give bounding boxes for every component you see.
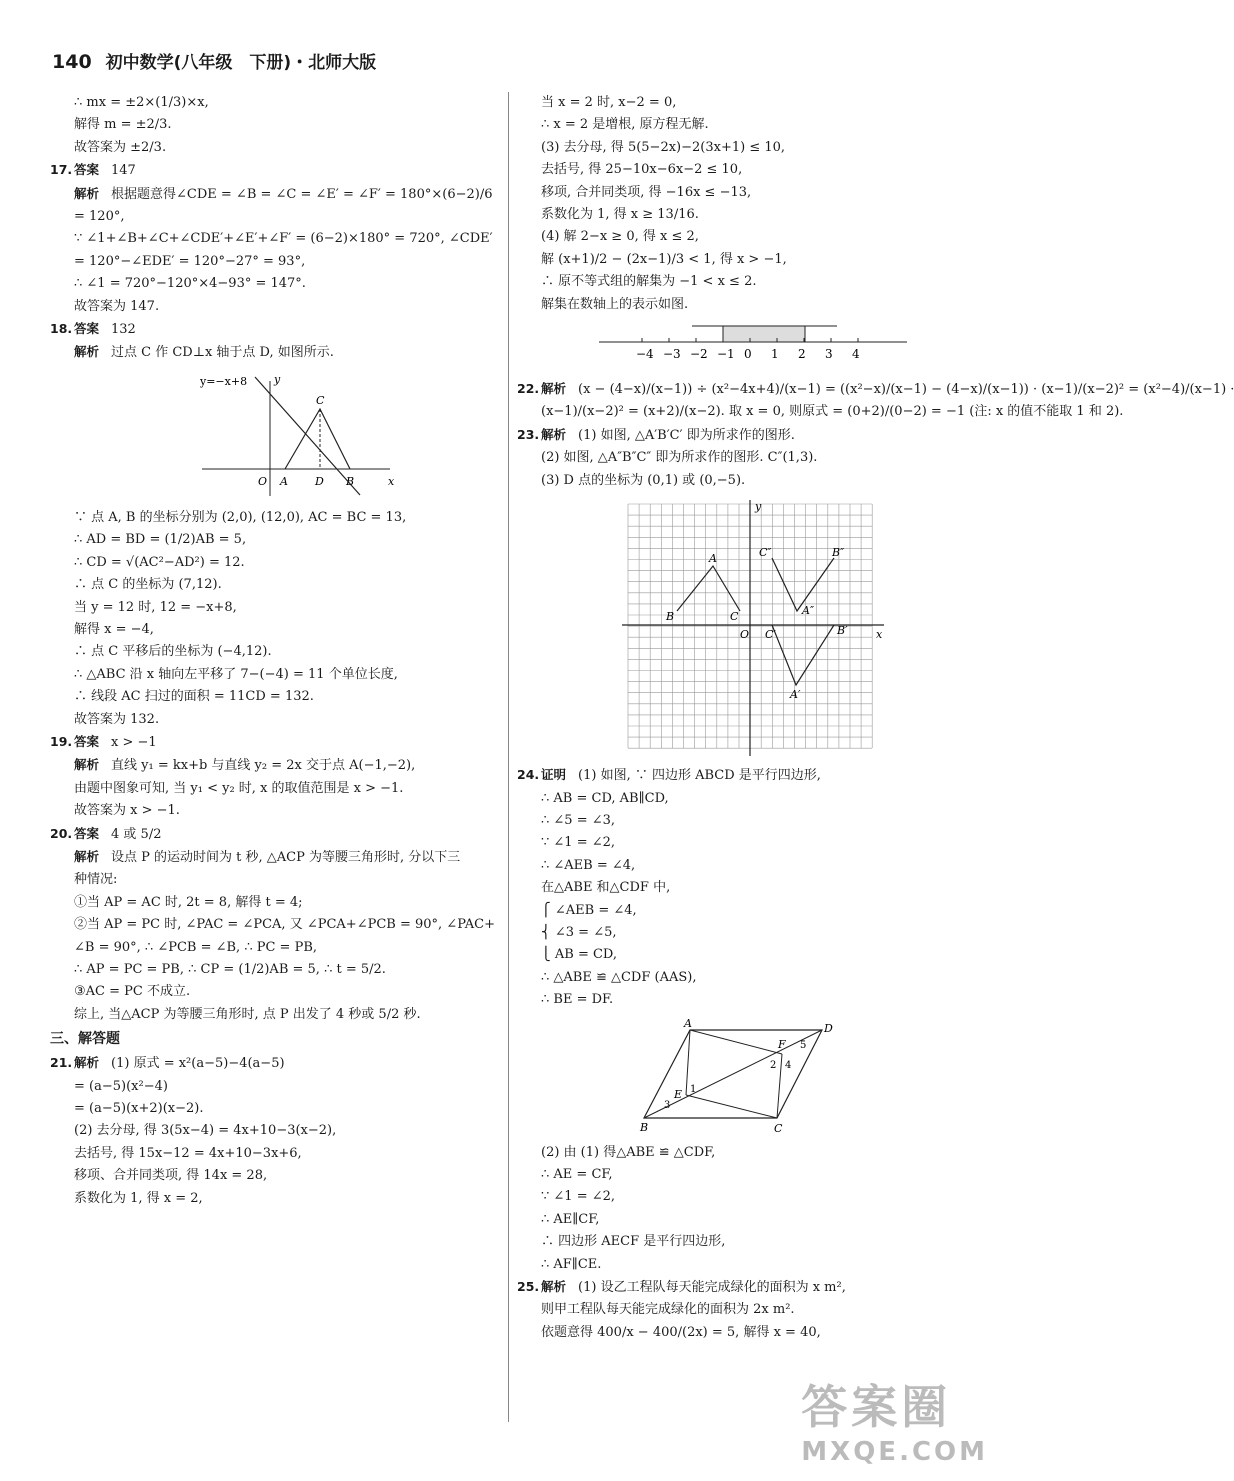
watermark-logo-text: 答案圈 bbox=[801, 1380, 952, 1434]
solution-line: ∴ AD = BD = (1/2)AB = 5, bbox=[74, 532, 247, 548]
page-header bbox=[52, 48, 376, 73]
line-y-eq-neg-x-plus-8 bbox=[255, 377, 360, 495]
solution-interval bbox=[723, 326, 805, 342]
angle-5: 5 bbox=[800, 1039, 807, 1051]
label-a: A bbox=[280, 474, 288, 488]
solution-line: ∴ 原不等式组的解集为 −1 < x ≤ 2. bbox=[541, 274, 757, 290]
tick-label: −3 bbox=[663, 347, 681, 362]
answer-text: 过点 C 作 CD⊥x 轴于点 D, 如图所示. bbox=[111, 345, 334, 361]
solution-line: ∴ 四边形 AECF 是平行四边形, bbox=[541, 1234, 726, 1250]
solution-line: ∵ 点 A, B 的坐标分别为 (2,0), (12,0), AC = BC = 13, bbox=[74, 509, 407, 525]
label-b: B bbox=[640, 1120, 649, 1134]
question-number: 25. bbox=[517, 1279, 540, 1294]
solution-line: (2) 如图, △A″B″C″ 即为所求作的图形. C″(1,3). bbox=[541, 450, 818, 466]
solution-line: = (a−5)(x+2)(x−2). bbox=[74, 1101, 204, 1117]
label-c: C bbox=[774, 1121, 783, 1135]
answer-label: 解析 bbox=[541, 426, 567, 442]
label-c: C bbox=[730, 610, 739, 624]
solution-line: ∴ AE = CF, bbox=[541, 1166, 613, 1182]
solution-line: 故答案为 ±2/3. bbox=[74, 139, 167, 155]
solution-line: ∴ 点 C 的坐标为 (7,12). bbox=[74, 577, 222, 593]
column-divider bbox=[508, 92, 509, 1422]
solution-line: ∵ ∠1 = ∠2, bbox=[541, 1189, 616, 1205]
label-o: O bbox=[258, 474, 268, 488]
label-x: x bbox=[876, 628, 883, 642]
solution-line: ∴ mx = ±2×(1/3)×x, bbox=[74, 95, 209, 110]
label-f: F bbox=[778, 1037, 786, 1051]
book-title: 初中数学(八年级 下册)・北师大版 bbox=[105, 53, 377, 73]
question-number: 24. bbox=[517, 767, 540, 783]
figure-18-graph bbox=[200, 371, 420, 501]
solution-line: ∴ AE∥CF, bbox=[541, 1211, 600, 1227]
label-e: E bbox=[674, 1087, 683, 1101]
triangle-abc bbox=[677, 566, 740, 611]
solution-line: 解得 m = ±2/3. bbox=[74, 117, 172, 133]
label-x: x bbox=[388, 474, 395, 488]
answer-head-line bbox=[517, 764, 967, 787]
answer-label: 答案 bbox=[74, 825, 100, 841]
angle-1: 1 bbox=[690, 1083, 697, 1095]
label-a: A bbox=[684, 1016, 692, 1030]
solution-line: 去括号, 得 25−10x−6x−2 ≤ 10, bbox=[541, 162, 743, 178]
solution-line: ∵ ∠1+∠B+∠C+∠CDE′+∠E′+∠F′ = (6−2)×180° = 720°, ∠CDE′ bbox=[74, 231, 493, 247]
answer-head-line bbox=[50, 318, 498, 341]
label-d: D bbox=[824, 1021, 833, 1035]
question-number: 18. bbox=[50, 321, 73, 337]
solution-line: = 120°, bbox=[74, 209, 125, 225]
label-a1: A′ bbox=[790, 688, 801, 702]
label-d: D bbox=[315, 474, 324, 488]
solution-line: ∴ BE = DF. bbox=[541, 992, 614, 1008]
solution-line: 解 (x+1)/2 − (2x−1)/3 < 1, 得 x > −1, bbox=[541, 251, 787, 267]
solution-line: ⎩ AB = CD, bbox=[541, 947, 618, 963]
solution-line: 故答案为 132. bbox=[74, 711, 160, 727]
solution-line: = 120°−∠EDE′ = 120°−27° = 93°, bbox=[74, 253, 306, 269]
question-number: 19. bbox=[50, 733, 73, 749]
answer-text: 147 bbox=[111, 163, 136, 179]
solution-line: 去括号, 得 15x−12 = 4x+10−3x+6, bbox=[74, 1145, 302, 1161]
tick-label: −2 bbox=[690, 347, 708, 362]
question-number: 17. bbox=[50, 162, 73, 178]
question-number: 22. bbox=[517, 381, 540, 397]
solution-line: 在△ABE 和△CDF 中, bbox=[541, 880, 671, 896]
solution-line: 综上, 当△ACP 为等腰三角形时, 点 P 出发了 4 秒或 5/2 秒. bbox=[74, 1006, 421, 1022]
solution-line: 则甲工程队每天能完成绿化的面积为 2x m². bbox=[541, 1302, 795, 1318]
answer-head-line bbox=[50, 159, 498, 182]
tick-label: 2 bbox=[798, 347, 806, 362]
answer-head-line bbox=[50, 731, 498, 754]
answer-text: (1) 原式 = x²(a−5)−4(a−5) bbox=[111, 1056, 285, 1072]
solution-line: ⎧ ∠AEB = ∠4, bbox=[541, 902, 637, 918]
solution-line: ∴ AF∥CE. bbox=[541, 1256, 602, 1272]
solution-line: ∴ AB = CD, AB∥CD, bbox=[541, 790, 669, 806]
section-heading: 三、解答题 bbox=[50, 1031, 120, 1048]
answer-text: 直线 y₁ = kx+b 与直线 y₂ = 2x 交于点 A(−1,−2), bbox=[111, 758, 416, 774]
angle-2: 2 bbox=[770, 1059, 777, 1071]
tick-label: 4 bbox=[852, 347, 860, 362]
solution-line: ∴ ∠1 = 720°−120°×4−93° = 147°. bbox=[74, 276, 306, 292]
segment-af bbox=[690, 1030, 782, 1054]
segment-ce bbox=[686, 1095, 777, 1118]
solution-line: (4) 解 2−x ≥ 0, 得 x ≤ 2, bbox=[541, 229, 699, 245]
answer-head-line bbox=[50, 183, 498, 206]
answer-text: (1) 如图, △A′B′C′ 即为所求作的图形. bbox=[578, 427, 795, 443]
label-a2: A″ bbox=[802, 604, 815, 618]
solution-line: ∴ ∠AEB = ∠4, bbox=[541, 857, 636, 873]
label-y: y bbox=[755, 500, 762, 514]
angle-4: 4 bbox=[785, 1059, 792, 1071]
solution-line: ∴ x = 2 是增根, 原方程无解. bbox=[541, 117, 709, 133]
answer-label: 解析 bbox=[74, 344, 100, 360]
solution-line: (3) D 点的坐标为 (0,1) 或 (0,−5). bbox=[541, 472, 746, 488]
solution-line: 由题中图象可知, 当 y₁ < y₂ 时, x 的取值范围是 x > −1. bbox=[74, 780, 404, 796]
tick-label: −1 bbox=[717, 347, 735, 362]
solution-line: ∵ ∠1 = ∠2, bbox=[541, 835, 616, 851]
label-b1: B′ bbox=[837, 624, 848, 638]
answer-label: 解析 bbox=[541, 381, 567, 397]
solution-line: 种情况: bbox=[74, 872, 118, 888]
tick-label: 1 bbox=[771, 347, 779, 362]
solution-line: ∴ AP = PC = PB, ∴ CP = (1/2)AB = 5, ∴ t = 5/2. bbox=[74, 962, 386, 977]
tick-label: −4 bbox=[636, 347, 654, 362]
left-column bbox=[50, 92, 498, 1210]
answer-head-line bbox=[50, 823, 498, 846]
solution-line: 故答案为 x > −1. bbox=[74, 803, 180, 819]
answer-text: (x − (4−x)/(x−1)) ÷ (x²−4x+4)/(x−1) = ((x²−x)/(x−1) − (4−x)/(x−1)) · (x−1)/(x−2)² = (x²−4)/(x−1) · bbox=[578, 382, 1234, 398]
diagonal-bd bbox=[644, 1030, 822, 1118]
triangle-abc bbox=[285, 409, 350, 469]
answer-text: 4 或 5/2 bbox=[111, 826, 162, 842]
tick-label: 3 bbox=[825, 347, 833, 362]
page-number: 140 bbox=[52, 51, 92, 73]
answer-label: 答案 bbox=[74, 162, 100, 178]
solution-line: ∴ 线段 AC 扫过的面积 = 11CD = 132. bbox=[74, 689, 314, 705]
answer-head-line bbox=[517, 1276, 967, 1299]
solution-line: 当 x = 2 时, x−2 = 0, bbox=[541, 95, 677, 110]
question-number: 21. bbox=[50, 1055, 73, 1071]
solution-line: ∴ CD = √(AC²−AD²) = 12. bbox=[74, 554, 245, 570]
answer-label: 解析 bbox=[74, 185, 100, 201]
solution-line: 依题意得 400/x − 400/(2x) = 5, 解得 x = 40, bbox=[541, 1324, 821, 1340]
answer-text: 设点 P 的运动时间为 t 秒, △ACP 为等腰三角形时, 分以下三 bbox=[111, 849, 461, 865]
answer-label: 解析 bbox=[74, 848, 100, 864]
answer-label: 解析 bbox=[74, 1055, 100, 1071]
solution-line: 当 y = 12 时, 12 = −x+8, bbox=[74, 599, 237, 615]
answer-head-line bbox=[50, 1052, 498, 1075]
answer-label: 证明 bbox=[541, 767, 567, 783]
solution-line: ∴ △ABE ≌ △CDF (AAS), bbox=[541, 969, 697, 985]
solution-line: ∠B = 90°, ∴ ∠PCB = ∠B, ∴ PC = PB, bbox=[74, 939, 318, 955]
answer-head-line bbox=[50, 341, 498, 364]
label-line: y=−x+8 bbox=[200, 374, 248, 388]
answer-label: 答案 bbox=[74, 321, 100, 337]
solution-line: (3) 去分母, 得 5(5−2x)−2(3x+1) ≤ 10, bbox=[541, 139, 786, 155]
watermark bbox=[801, 1371, 988, 1467]
answer-label: 答案 bbox=[74, 733, 100, 749]
answer-head-line bbox=[50, 754, 498, 777]
answer-head-line bbox=[517, 424, 967, 447]
solution-line: 系数化为 1, 得 x ≥ 13/16. bbox=[541, 207, 699, 223]
solution-line: ①当 AP = AC 时, 2t = 8, 解得 t = 4; bbox=[74, 894, 303, 910]
solution-line: ∴ 点 C 平移后的坐标为 (−4,12). bbox=[74, 644, 272, 660]
triangle-a1b1c1 bbox=[772, 625, 834, 685]
answer-text: 根据题意得∠CDE = ∠B = ∠C = ∠E′ = ∠F′ = 180°×(6−2)/6 bbox=[111, 186, 493, 202]
question-number: 20. bbox=[50, 825, 73, 841]
answer-text: x > −1 bbox=[111, 734, 157, 750]
solution-line: 移项, 合并同类项, 得 −16x ≤ −13, bbox=[541, 184, 752, 200]
number-line bbox=[597, 322, 927, 372]
solution-line: ⎨ ∠3 = ∠5, bbox=[541, 924, 617, 940]
solution-line: (x−1)/(x−2)² = (x+2)/(x−2). 取 x = 0, 则原式 = (0+2)/(0−2) = −1 (注: x 的值不能取 1 和 2). bbox=[541, 404, 1124, 420]
label-c1: C′ bbox=[765, 628, 776, 642]
figure-24-parallelogram bbox=[642, 1018, 842, 1136]
solution-line: 解集在数轴上的表示如图. bbox=[541, 296, 689, 312]
label-o: O bbox=[740, 628, 750, 642]
solution-line: ∴ △ABC 沿 x 轴向左平移了 7−(−4) = 11 个单位长度, bbox=[74, 666, 398, 682]
solution-line: ∴ ∠5 = ∠3, bbox=[541, 812, 616, 828]
solution-line: 移项、合并同类项, 得 14x = 28, bbox=[74, 1168, 268, 1184]
label-a: A bbox=[709, 552, 717, 566]
solution-line: = (a−5)(x²−4) bbox=[74, 1078, 168, 1094]
label-b2: B″ bbox=[832, 546, 845, 560]
answer-label: 解析 bbox=[74, 757, 100, 773]
figure-23-grid bbox=[622, 498, 892, 758]
question-number: 23. bbox=[517, 426, 540, 442]
solution-line: (2) 去分母, 得 3(5x−4) = 4x+10−3(x−2), bbox=[74, 1123, 337, 1139]
label-b: B bbox=[666, 610, 675, 624]
watermark-url: MXQE.COM bbox=[801, 1437, 988, 1467]
solution-line: ③AC = PC 不成立. bbox=[74, 984, 191, 1000]
answer-text: 132 bbox=[111, 322, 136, 338]
label-b: B bbox=[346, 474, 355, 488]
answer-text: (1) 如图, ∵ 四边形 ABCD 是平行四边形, bbox=[578, 768, 821, 784]
answer-text: (1) 设乙工程队每天能完成绿化的面积为 x m², bbox=[578, 1280, 846, 1295]
solution-line: 故答案为 147. bbox=[74, 298, 160, 314]
label-c2: C″ bbox=[759, 546, 772, 560]
label-y: y bbox=[274, 372, 281, 386]
right-column bbox=[517, 92, 1234, 1344]
label-c: C bbox=[316, 393, 325, 407]
answer-label: 解析 bbox=[541, 1279, 567, 1294]
angle-3: 3 bbox=[664, 1099, 671, 1111]
tick-label: 0 bbox=[744, 347, 752, 362]
solution-line: (2) 由 (1) 得△ABE ≌ △CDF, bbox=[541, 1144, 716, 1160]
solution-line: 解得 x = −4, bbox=[74, 621, 154, 637]
answer-head-line bbox=[50, 846, 498, 869]
answer-head-line bbox=[517, 378, 1234, 401]
solution-line: 系数化为 1, 得 x = 2, bbox=[74, 1190, 203, 1206]
solution-line: ②当 AP = PC 时, ∠PAC = ∠PCA, 又 ∠PCA+∠PCB = 90°, ∠PAC+ bbox=[74, 917, 495, 933]
